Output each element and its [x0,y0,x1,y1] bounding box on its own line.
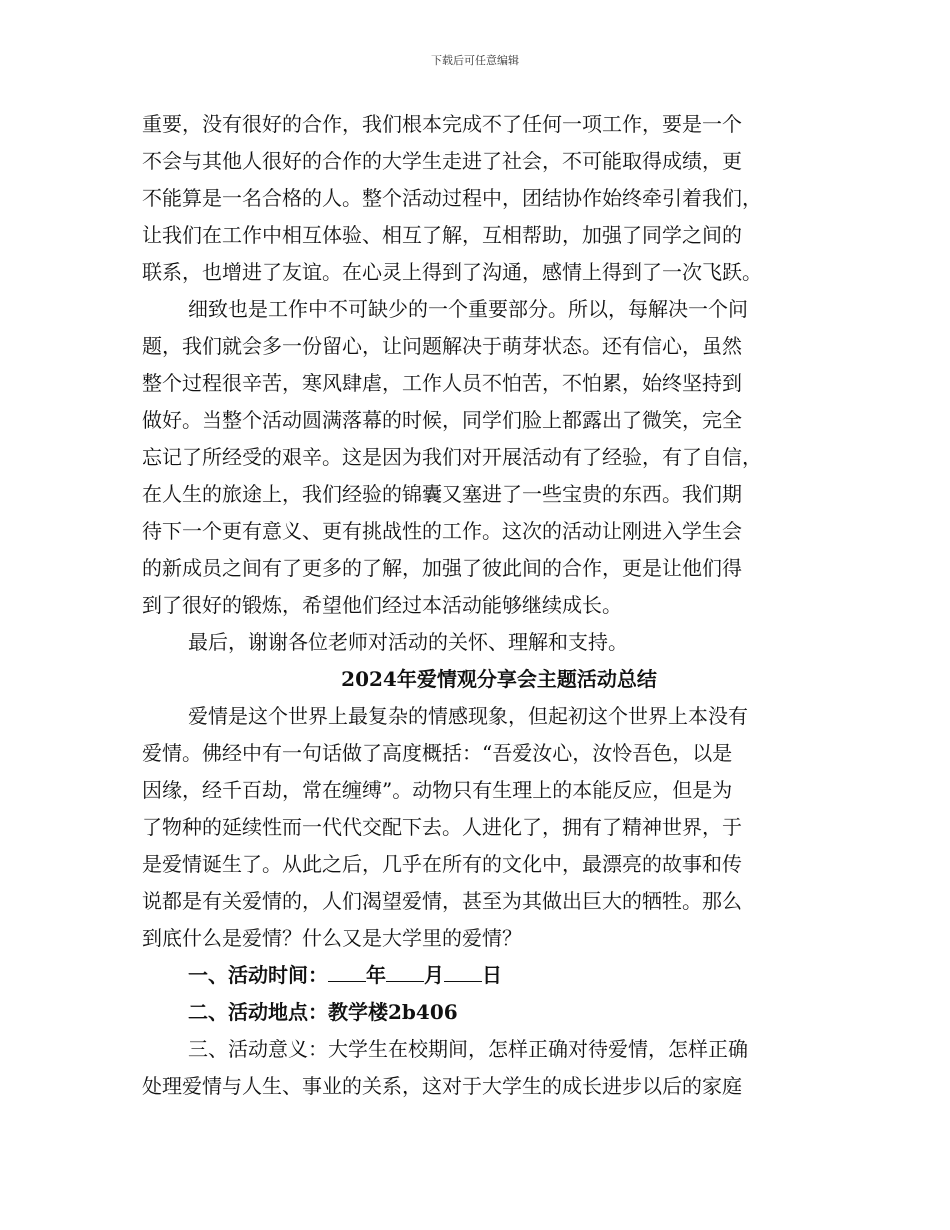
document-body [142,106,842,1105]
activity-time-line [142,957,842,994]
paragraph-line: 处理爱情与人生、事业的关系，这对于大学生的成长进步以后的家庭 [142,1074,742,1098]
paragraph-line: 爱情。佛经中有一句话做了高度概括：“吾爱汝心，汝怜吾色，以是 [142,741,733,765]
paragraph-line: 爱情是这个世界上最复杂的情感现象，但起初这个世界上本没有 [188,704,748,728]
activity-place-line: 二、活动地点：教学楼2b406 [188,1000,458,1024]
paragraph-line: 题，我们就会多一份留心，让问题解决于萌芽状态。还有信心，虽然 [142,334,742,358]
blank-underline [386,965,424,982]
paragraph-line: 整个过程很辛苦，寒风肆虐，工作人员不怕苦，不怕累，始终坚持到 [142,371,742,395]
paragraph-line: 到了很好的锻炼，希望他们经过本活动能够继续成长。 [142,593,622,617]
paragraph-line: 在人生的旅途上，我们经验的锦囊又塞进了一些宝贵的东西。我们期 [142,482,742,506]
paragraph-line: 做好。当整个活动圆满落幕的时候，同学们脸上都露出了微笑，完全 [142,408,742,432]
paragraph-line: 因缘，经千百劫，常在缠缚”。动物只有生理上的本能反应，但是为 [142,778,733,802]
paragraph-line: 联系，也增进了友谊。在心灵上得到了沟通，感情上得到了一次飞跃。 [142,260,762,284]
section-title: 2024年爱情观分享会主题活动总结 [341,667,657,691]
blank-underline [328,965,366,982]
activity-time-label: 一、活动时间： [188,963,328,987]
paragraph-line: 重要，没有很好的合作，我们根本完成不了任何一项工作，要是一个 [142,112,742,136]
paragraph-line: 到底什么是爱情？什么又是大学里的爱情？ [142,926,522,950]
blank-underline [444,965,482,982]
paragraph-line: 了物种的延续性而一代代交配下去。人进化了，拥有了精神世界，于 [142,815,742,839]
paragraph-line: 是爱情诞生了。从此之后，几乎在所有的文化中，最漂亮的故事和传 [142,852,742,876]
paragraph-line: 让我们在工作中相互体验、相互了解，互相帮助，加强了同学之间的 [142,223,742,247]
paragraph-line: 细致也是工作中不可缺少的一个重要部分。所以，每解决一个问 [188,297,748,321]
paragraph-line: 不会与其他人很好的合作的大学生走进了社会，不可能取得成绩，更 [142,149,742,173]
paragraph-line: 不能算是一名合格的人。整个活动过程中，团结协作始终牵引着我们， [142,186,762,210]
paragraph-line: 的新成员之间有了更多的了解，加强了彼此间的合作，更是让他们得 [142,556,742,580]
page-header-note: 下载后可任意编辑 [431,54,519,67]
paragraph-line: 说都是有关爱情的，人们渴望爱情，甚至为其做出巨大的牺牲。那么 [142,889,742,913]
paragraph-line: 忘记了所经受的艰辛。这是因为我们对开展活动有了经验，有了自信， [142,445,762,469]
paragraph-line: 三、活动意义：大学生在校期间，怎样正确对待爱情，怎样正确 [188,1037,748,1061]
paragraph-line: 待下一个更有意义、更有挑战性的工作。这次的活动让刚进入学生会 [142,519,742,543]
year-label: 年 [366,963,386,987]
day-label: 日 [482,963,502,987]
paragraph-line: 最后，谢谢各位老师对活动的关怀、理解和支持。 [188,630,628,654]
month-label: 月 [424,963,444,987]
